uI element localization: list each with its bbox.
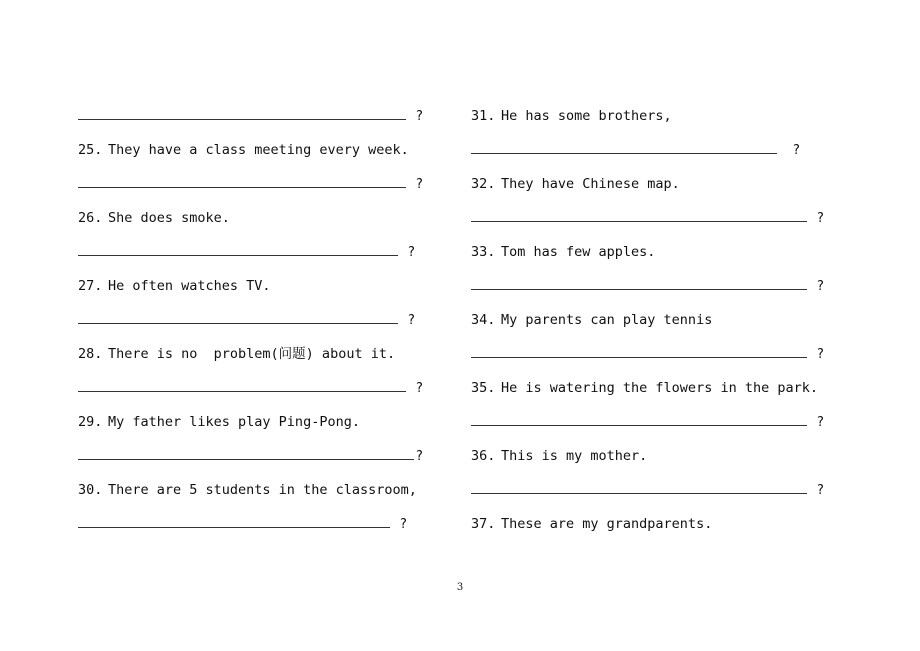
question-text: My parents can play tennis <box>501 312 713 328</box>
question-item <box>78 208 230 228</box>
question-number: 30. <box>78 482 103 498</box>
answer-line <box>471 412 824 432</box>
question-item <box>78 276 271 296</box>
question-mark: ? <box>408 313 415 328</box>
question-number: 35. <box>471 380 496 396</box>
answer-line <box>78 174 423 194</box>
question-item <box>78 480 417 500</box>
question-item <box>78 344 395 364</box>
answer-blank[interactable] <box>471 276 807 290</box>
question-item <box>471 446 647 466</box>
answer-blank[interactable] <box>471 140 777 154</box>
answer-line <box>78 106 423 126</box>
answer-line <box>471 480 824 500</box>
question-mark: ? <box>817 347 824 362</box>
answer-line <box>471 140 800 160</box>
question-text: This is my mother. <box>501 448 648 464</box>
question-mark: ? <box>400 517 407 532</box>
answer-line <box>78 514 407 534</box>
answer-line <box>471 344 824 364</box>
answer-line <box>471 276 824 296</box>
question-mark: ? <box>416 109 423 124</box>
answer-blank[interactable] <box>78 106 406 120</box>
question-mark: ? <box>416 177 423 192</box>
answer-blank[interactable] <box>78 446 414 460</box>
question-number: 26. <box>78 210 103 226</box>
question-text: They have a class meeting every week. <box>108 142 409 158</box>
question-mark: ? <box>793 143 800 158</box>
answer-blank[interactable] <box>471 412 807 426</box>
question-text: He has some brothers, <box>501 108 672 124</box>
answer-blank[interactable] <box>78 378 406 392</box>
question-mark: ? <box>817 279 824 294</box>
question-number: 28. <box>78 346 103 362</box>
question-text: There are 5 students in the classroom, <box>108 482 417 498</box>
answer-blank[interactable] <box>78 242 398 256</box>
question-text: She does smoke. <box>108 210 230 226</box>
answer-line <box>471 208 824 228</box>
question-mark: ? <box>416 449 423 464</box>
question-text: Tom has few apples. <box>501 244 656 260</box>
question-item <box>471 310 712 330</box>
question-mark: ? <box>817 415 824 430</box>
question-number: 37. <box>471 516 496 532</box>
question-item <box>471 174 680 194</box>
question-text: My father likes play Ping-Pong. <box>108 414 360 430</box>
question-item <box>471 242 655 262</box>
question-number: 36. <box>471 448 496 464</box>
answer-line <box>78 242 415 262</box>
question-number: 29. <box>78 414 103 430</box>
question-text: He often watches TV. <box>108 278 271 294</box>
question-number: 32. <box>471 176 496 192</box>
answer-blank[interactable] <box>471 208 807 222</box>
question-text: These are my grandparents. <box>501 516 713 532</box>
question-text: He is watering the flowers in the park. <box>501 380 818 396</box>
question-text: They have Chinese map. <box>501 176 680 192</box>
question-number: 33. <box>471 244 496 260</box>
question-mark: ? <box>817 211 824 226</box>
answer-line <box>78 378 423 398</box>
question-item <box>471 106 672 126</box>
question-mark: ? <box>416 381 423 396</box>
question-number: 25. <box>78 142 103 158</box>
answer-blank[interactable] <box>471 480 807 494</box>
answer-line <box>78 310 415 330</box>
question-number: 34. <box>471 312 496 328</box>
question-mark: ? <box>408 245 415 260</box>
answer-blank[interactable] <box>78 310 398 324</box>
question-item <box>78 140 409 160</box>
answer-blank[interactable] <box>78 514 390 528</box>
question-item <box>471 514 712 534</box>
page-number: 3 <box>456 582 464 593</box>
answer-blank[interactable] <box>78 174 406 188</box>
answer-line <box>78 446 423 466</box>
question-mark: ? <box>817 483 824 498</box>
question-text: There is no problem(问题) about it. <box>108 346 396 362</box>
question-item <box>78 412 360 432</box>
answer-blank[interactable] <box>471 344 807 358</box>
question-number: 27. <box>78 278 103 294</box>
question-number: 31. <box>471 108 496 124</box>
question-item <box>471 378 818 398</box>
